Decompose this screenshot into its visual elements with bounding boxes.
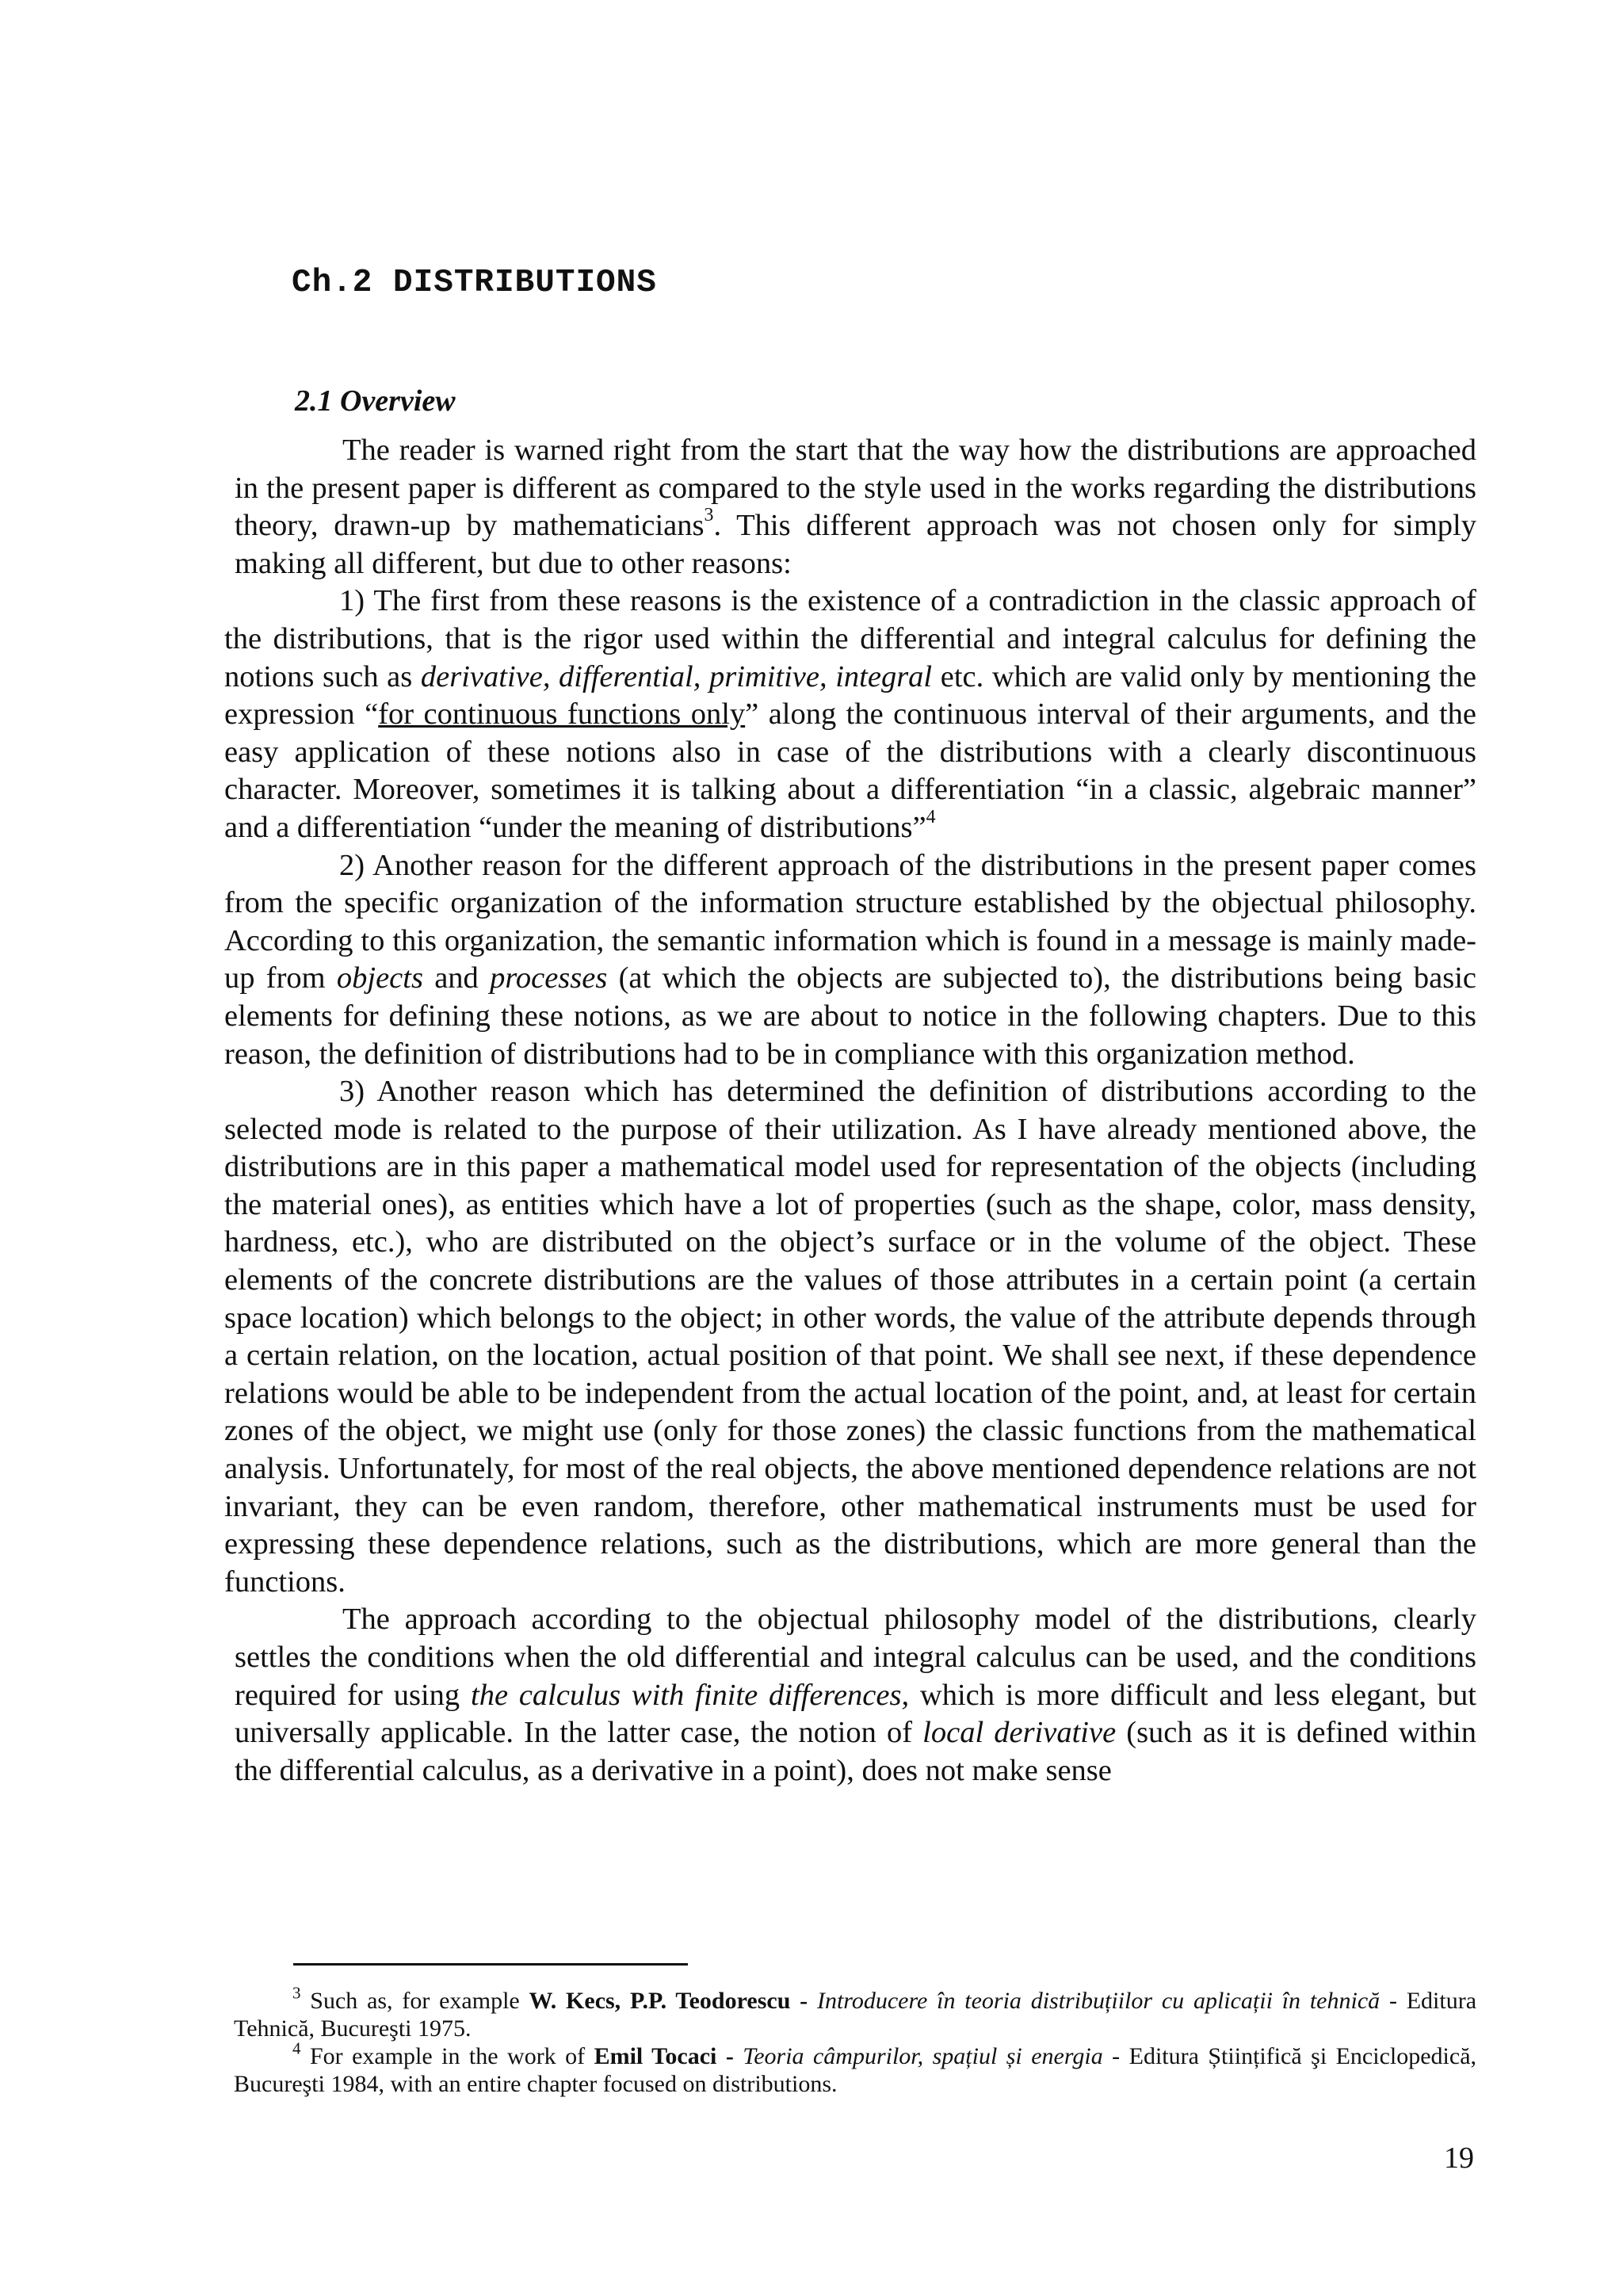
footnote-ref-4: 4	[926, 807, 936, 828]
footnote-3: $^3$ Such as, for example W. Kecs, P.P. Teodorescu - Introducere în teoria distribuțiilor cu aplicații în tehnică - Editura Tehnică, Bucureşti 1975.	[234, 1983, 1477, 2042]
footnote-separator	[293, 1963, 688, 1966]
paragraph-intro: The reader is warned right from the start that the way how the distributions are approached in the present paper is different as compared to the style used in the works regarding the distributions theory, drawn-up by mathematicians$^3$. This different approach was not chosen only for simply making all different, but due to other reasons:	[235, 434, 1476, 580]
body-text	[224, 432, 1476, 1790]
chapter-title: Ch.2 DISTRIBUTIONS	[292, 265, 657, 301]
underlined-phrase: for continuous functions only	[378, 697, 746, 732]
paragraph-reason-1: 1) The first from these reasons is the existence of a contradiction in the classic approach of the distributions, that is the rigor used within the differential and integral calculus for defining the notions such as derivative, differential, primitive, integral etc. which are valid only by mentioning the expression “for continuous functions only” along the continuous interval of their arguments, and the easy application of these notions also in case of the distributions with a clearly discontinuous character. Moreover, sometimes it is talking about a differentiation “in a classic, algebraic manner” and a differentiation “under the meaning of distributions”$^4$	[224, 584, 1477, 844]
footnote-4: $^4$ For example in the work of Emil Tocaci - Teoria câmpurilor, spațiul și energia - Editura Științifică şi Enciclopedică, Bucureşti 1984, with an entire chapter focused on distributions.	[234, 2038, 1477, 2097]
paragraph-approach: The approach according to the objectual philosophy model of the distributions, clearly settles the conditions when the old differential and integral calculus can be used, and the conditions required for using the calculus with finite differences, which is more difficult and less elegant, but universally applicable. In the latter case, the notion of local derivative (such as it is defined within the differential calculus, as a derivative in a point), does not make sense	[235, 1603, 1477, 1787]
footnote-ref-3: 3	[704, 505, 714, 526]
section-title: 2.1 Overview	[295, 384, 456, 418]
page-number: 19	[1444, 2141, 1474, 2175]
paragraph-reason-2: 2) Another reason for the different approach of the distributions in the present paper comes from the specific organization of the information structure established by the objectual philosophy. According to this organization, the semantic information which is found in a message is mainly made-up from objects and processes (at which the objects are subjected to), the distributions being basic elements for defining these notions, as we are about to notice in the following chapters. Due to this reason, the definition of distributions had to be in compliance with this organization method.	[224, 848, 1476, 1071]
footnotes	[234, 1983, 1477, 2098]
paragraph-reason-3: 3) Another reason which has determined the definition of distributions according to the selected mode is related to the purpose of their utilization. As I have already mentioned above, the distributions are in this paper a mathematical model used for representation of the objects (including the material ones), as entities which have a lot of properties (such as the shape, color, mass density, hardness, etc.), who are distributed on the object’s surface or in the volume of the object. These elements of the concrete distributions are the values of those attributes in a certain point (a certain space location) which belongs to the object; in other words, the value of the attribute depends through a certain relation, on the location, actual position of that point. We shall see next, if these dependence relations would be able to be independent from the actual location of the point, and, at least for certain zones of the object, we might use (only for those zones) the classic functions from the mathematical analysis. Unfortunately, for most of the real objects, the above mentioned dependence relations are not invariant, they can be even random, therefore, other mathematical instruments must be used for expressing these dependence relations, such as the distributions, which are more general than the functions.	[224, 1075, 1476, 1599]
